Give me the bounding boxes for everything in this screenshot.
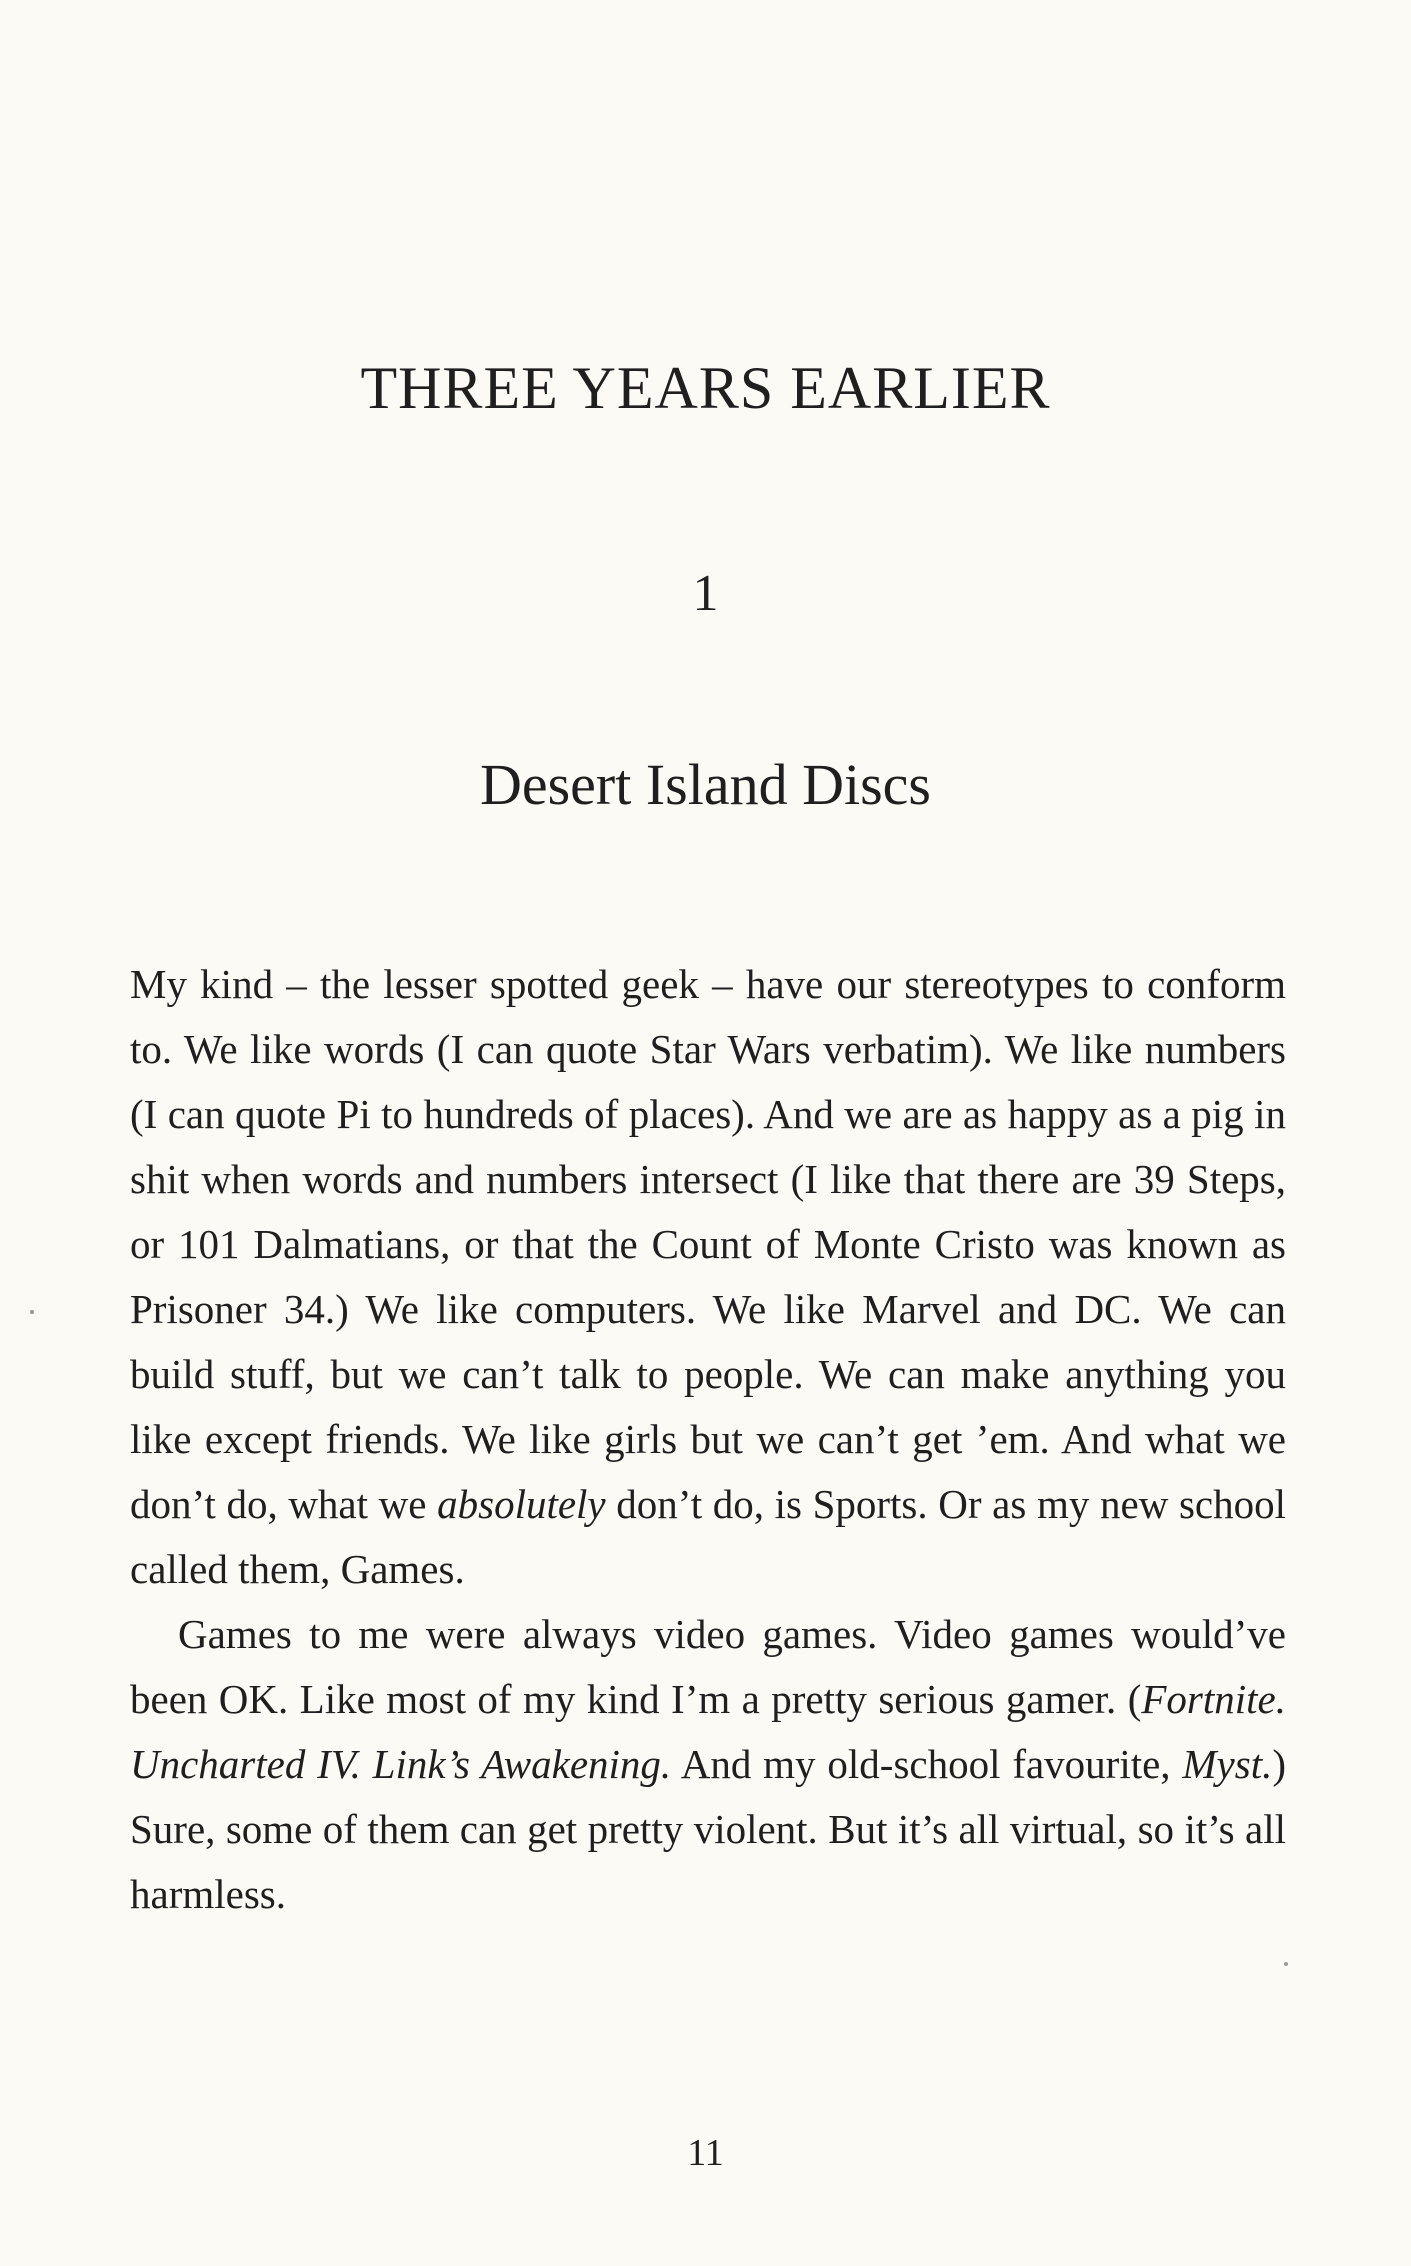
chapter-title: Desert Island Discs [479,752,931,817]
paragraph-2 [130,1602,1286,1927]
paragraph-2-run-2-italic: Fortnite. Uncharted IV. Link’s Awakening. [130,1676,1286,1787]
paragraph-1-run-2-italic: absolutely [437,1481,606,1527]
chapter-number: 1 [692,565,719,622]
paper-speck [30,1310,34,1314]
paragraph-1-run-3: don’t do, is Sports. Or as my new school called them, Games. [130,1481,1286,1592]
chapter-body [130,952,1286,1927]
paragraph-1 [130,952,1286,1602]
part-heading: THREE YEARS EARLIER [360,355,1051,421]
paragraph-2-run-1: Games to me were always video games. Video games would’ve been OK. Like most of my kind I’m a pretty serious gamer. ( [130,1611,1286,1722]
paragraph-1-run-1: My kind – the lesser spotted geek – have our stereotypes to conform to. We like words (I can quote Star Wars verbatim). We like numbers (I can quote Pi to hundreds of places). And we are as happy as a pig in shit when words and numbers intersect (I like that there are 39 Steps, or 101 Dalmatians, or that the Count of Monte Cristo was known as Prisoner 34.) We like computers. We like Marvel and DC. We can build stuff, but we can’t talk to people. We can make anything you like except friends. We like girls but we can’t get ’em. And what we don’t do, what we [130,961,1286,1527]
paragraph-2-run-3: And my old-school favourite, [671,1741,1183,1787]
page-number: 11 [687,2132,724,2174]
paper-speck [1284,1962,1288,1966]
paragraph-2-run-5: ) Sure, some of them can get pretty violent. But it’s all virtual, so it’s all harmless. [130,1741,1286,1917]
paragraph-2-run-4-italic: Myst. [1182,1741,1273,1787]
